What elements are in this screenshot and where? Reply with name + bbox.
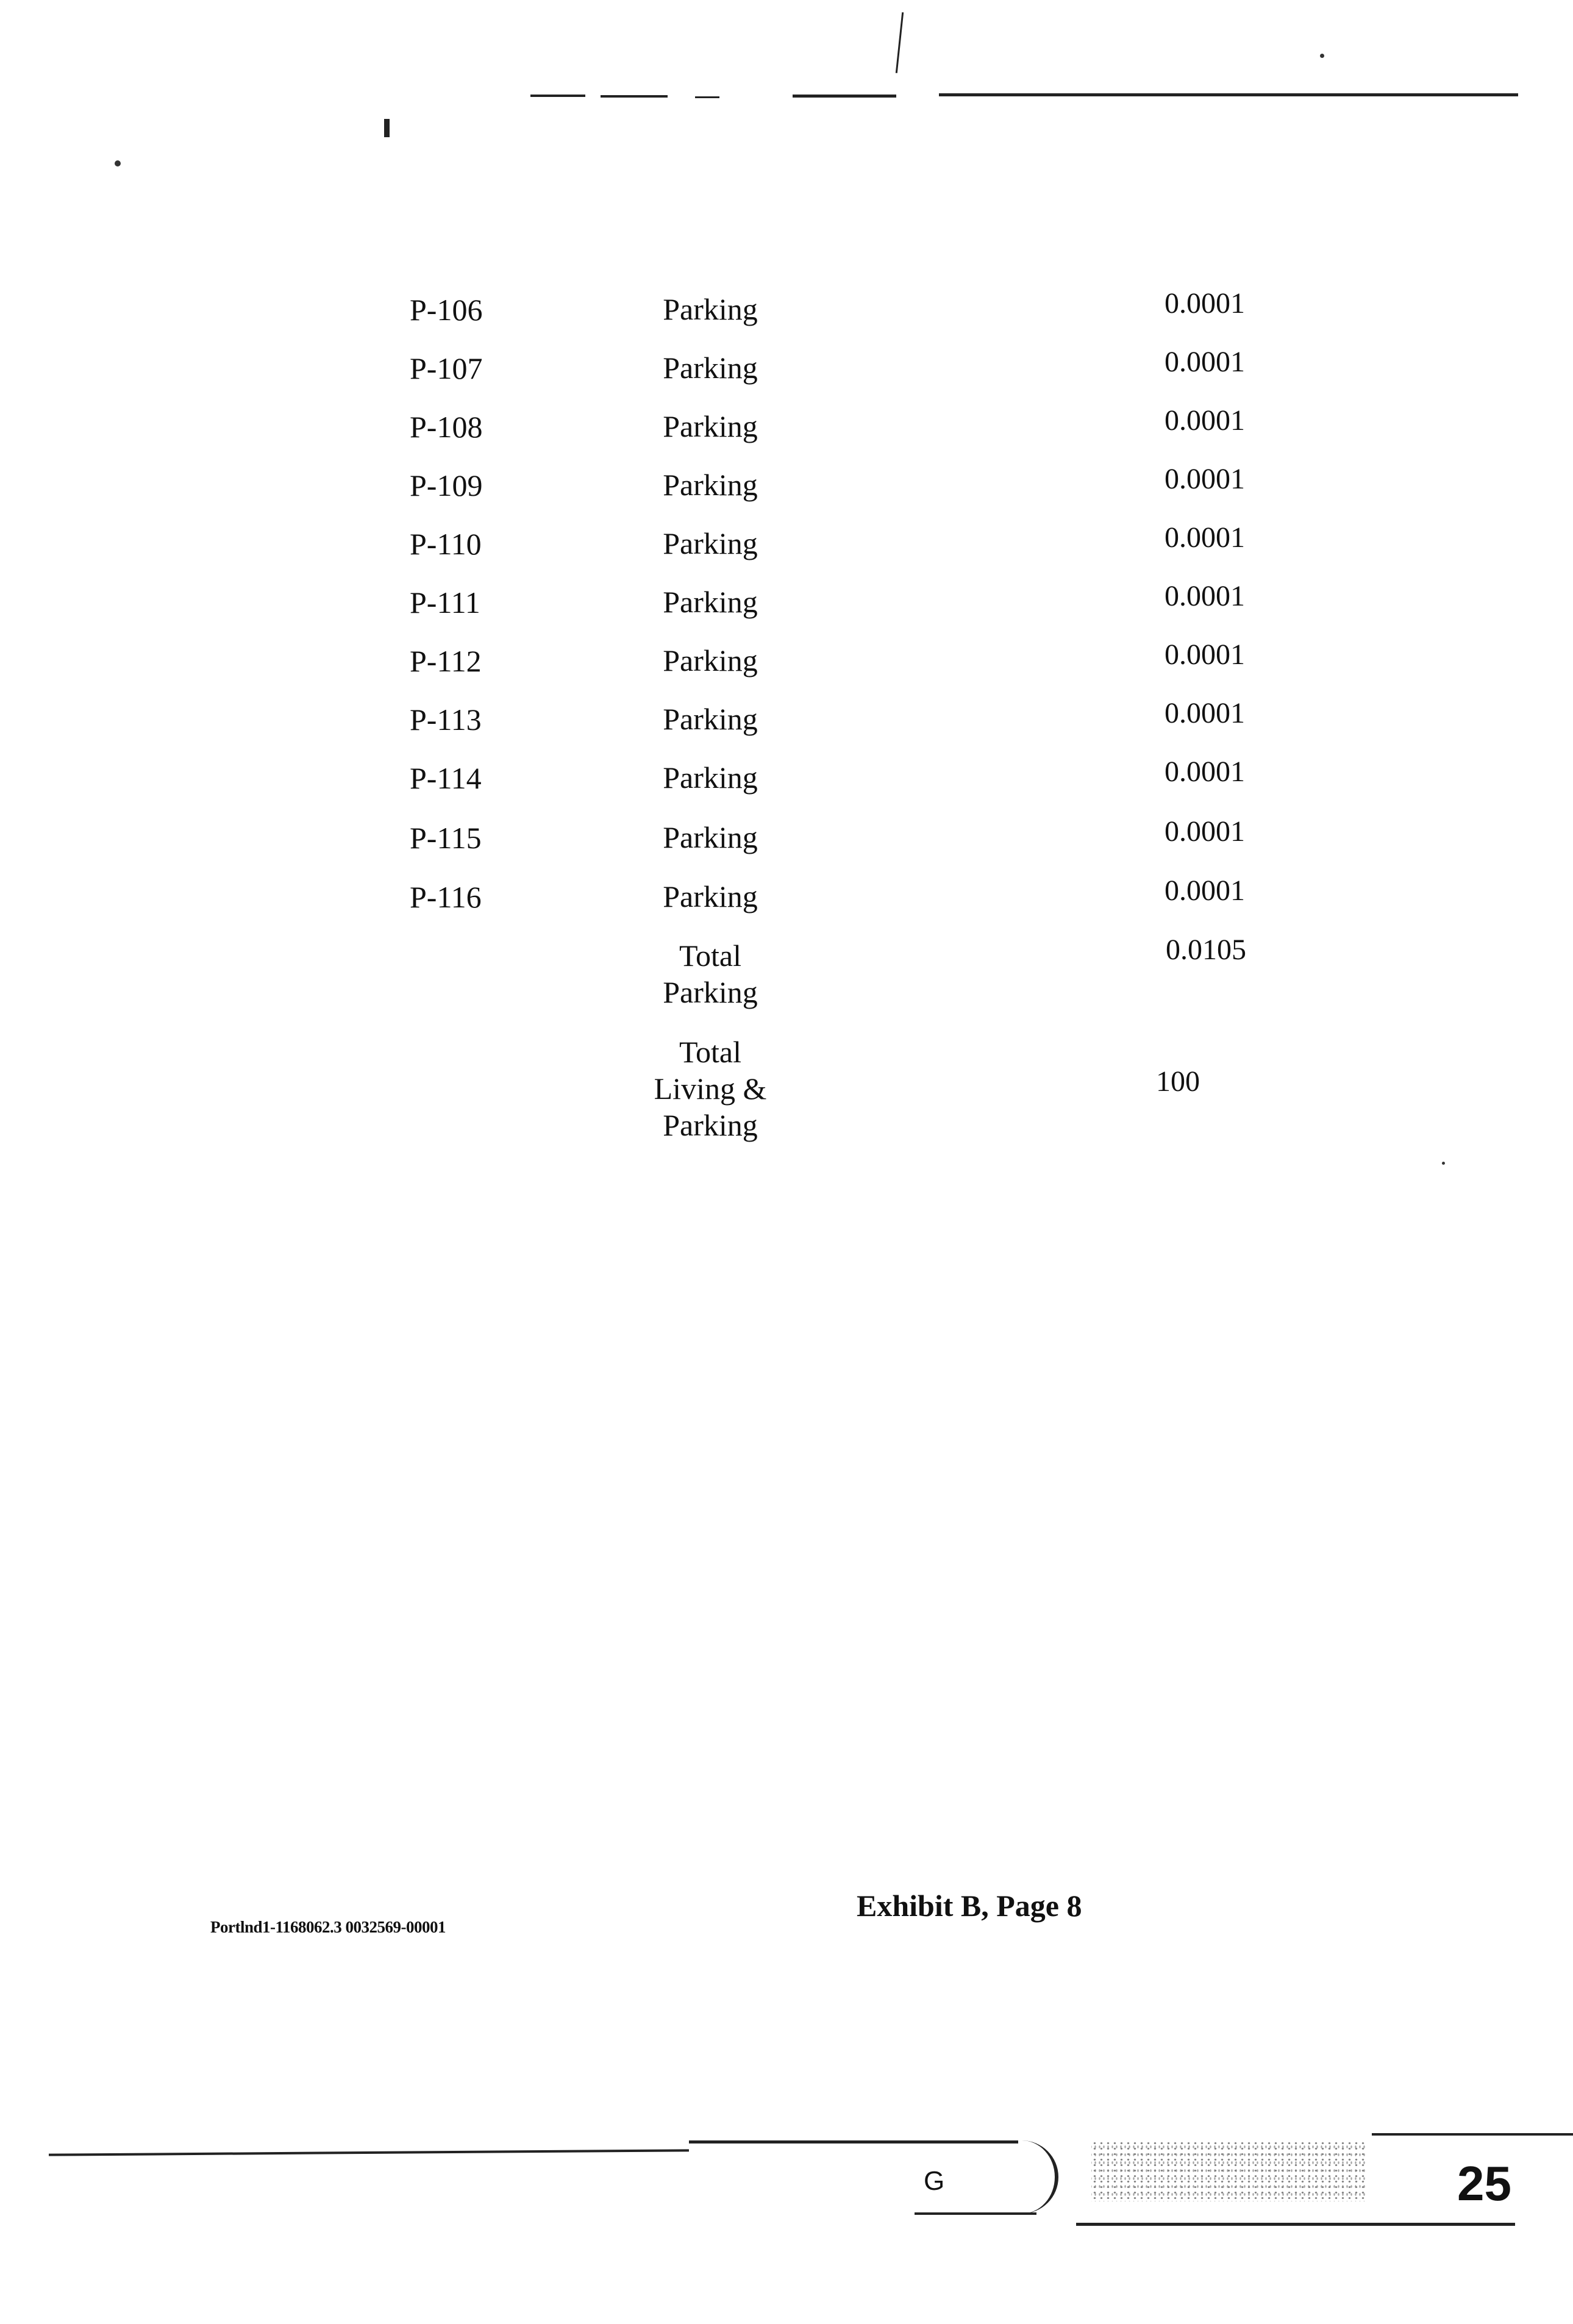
unit-use: Parking (663, 702, 758, 736)
unit-use: Parking (663, 879, 758, 914)
unit-id: P-112 (410, 644, 482, 678)
scan-artifact-top-dash-1 (530, 95, 585, 97)
total-all-label-line-2: Living & (654, 1071, 767, 1106)
scan-artifact-top-dash-2 (601, 95, 668, 98)
unit-use: Parking (663, 409, 758, 443)
unit-use: Parking (663, 820, 758, 854)
unit-use: Parking (663, 468, 758, 502)
unit-percentage: 0.0001 (1165, 756, 1245, 788)
total-all-label-line-1: Total (679, 1035, 742, 1069)
document-id: Portlnd1-1168062.3 0032569-00001 (210, 1918, 446, 1936)
unit-percentage: 0.0001 (1165, 521, 1245, 554)
exhibit-page-label: Exhibit B, Page 8 (857, 1889, 1082, 1923)
unit-id: P-107 (410, 351, 483, 385)
unit-use: Parking (663, 526, 758, 560)
page-number: 25 (1457, 2156, 1511, 2211)
unit-percentage: 0.0001 (1165, 697, 1245, 729)
scan-artifact-bracket (988, 2140, 1058, 2214)
unit-id: P-110 (410, 527, 482, 561)
scan-mark-letter: G (924, 2166, 945, 2196)
scan-artifact-dot-2 (1320, 54, 1324, 58)
unit-id: P-113 (410, 703, 482, 737)
unit-id: P-109 (410, 468, 483, 502)
total-parking-label-line-2: Parking (663, 975, 758, 1009)
unit-id: P-106 (410, 293, 483, 327)
scan-artifact-bottom-line-2 (689, 2140, 1018, 2143)
scan-artifact-top-vertical (896, 12, 904, 73)
total-parking-value: 0.0105 (1166, 934, 1246, 966)
unit-percentage: 0.0001 (1165, 874, 1245, 907)
unit-percentage: 0.0001 (1165, 346, 1245, 378)
scan-artifact-bottom-line-4 (1076, 2223, 1515, 2226)
scan-artifact-bottom-line-1 (49, 2149, 689, 2156)
unit-use: Parking (663, 760, 758, 795)
scan-artifact-dot-3 (1442, 1162, 1445, 1165)
unit-percentage: 0.0001 (1165, 815, 1245, 848)
unit-percentage: 0.0001 (1165, 638, 1245, 671)
unit-percentage: 0.0001 (1165, 404, 1245, 437)
unit-id: P-115 (410, 821, 482, 855)
unit-id: P-108 (410, 410, 483, 444)
scan-artifact-dot-1 (115, 160, 121, 166)
total-parking-label-line-1: Total (679, 939, 742, 973)
scan-artifact-corner-mark (384, 119, 390, 137)
unit-use: Parking (663, 585, 758, 619)
total-all-value: 100 (1156, 1065, 1200, 1098)
scan-artifact-top-line-1 (793, 95, 896, 98)
unit-use: Parking (663, 292, 758, 326)
unit-id: P-111 (410, 585, 480, 620)
scan-artifact-bottom-line-5 (1372, 2133, 1573, 2136)
unit-id: P-114 (410, 761, 482, 795)
unit-percentage: 0.0001 (1165, 580, 1245, 612)
total-all-label-line-3: Parking (663, 1108, 758, 1142)
unit-percentage: 0.0001 (1165, 287, 1245, 320)
scan-artifact-top-dash-3 (695, 96, 719, 98)
scan-artifact-top-line-2 (939, 93, 1518, 96)
scan-artifact-noise (1091, 2140, 1366, 2201)
unit-percentage: 0.0001 (1165, 463, 1245, 495)
unit-use: Parking (663, 351, 758, 385)
unit-use: Parking (663, 643, 758, 678)
unit-id: P-116 (410, 880, 482, 914)
